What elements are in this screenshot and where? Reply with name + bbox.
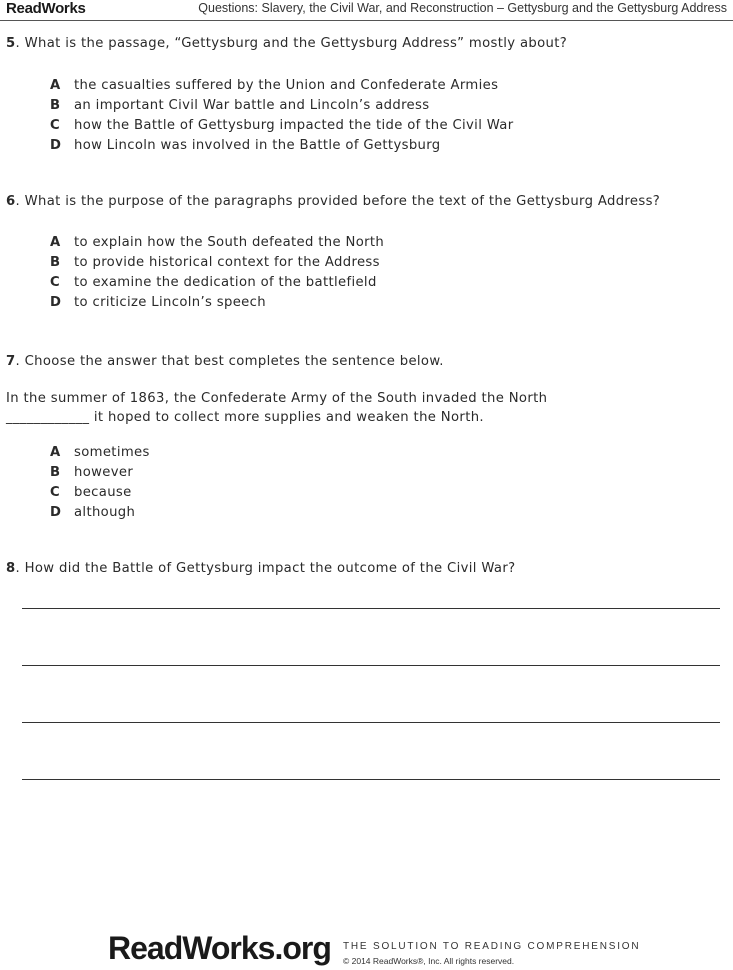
answer-option-b[interactable] xyxy=(50,253,721,273)
option-text: to provide historical context for the Address xyxy=(74,255,380,270)
answer-option-c[interactable] xyxy=(50,116,721,136)
question-stem: . What is the passage, “Gettysburg and the Gettysburg Address” mostly about? xyxy=(15,36,568,51)
worksheet-content xyxy=(6,34,721,836)
question-stem: . How did the Battle of Gettysburg impact the outcome of the Civil War? xyxy=(15,560,516,576)
question-text xyxy=(6,192,721,212)
page-header xyxy=(0,0,733,22)
question-7 xyxy=(6,352,721,523)
option-letter: B xyxy=(50,97,61,113)
question-number: 6 xyxy=(6,193,16,209)
option-letter: C xyxy=(50,484,61,500)
option-letter: D xyxy=(50,137,62,153)
option-letter: D xyxy=(50,295,62,310)
answer-options xyxy=(50,233,721,313)
option-letter: A xyxy=(50,444,61,460)
question-number: 5 xyxy=(6,36,16,51)
page-title: Questions: Slavery, the Civil War, and Reconstruction – Gettysburg and the Gettysburg Address xyxy=(198,1,727,15)
question-number: 7 xyxy=(6,354,16,369)
option-text: how Lincoln was involved in the Battle of Gettysburg xyxy=(74,137,441,153)
option-letter: A xyxy=(50,77,61,93)
question-text xyxy=(6,34,721,54)
answer-area[interactable] xyxy=(6,608,721,780)
question-8 xyxy=(6,559,721,781)
answer-option-b[interactable] xyxy=(50,463,721,483)
answer-option-b[interactable] xyxy=(50,96,721,116)
option-letter: C xyxy=(50,275,61,290)
question-text xyxy=(6,352,721,372)
option-letter: D xyxy=(50,504,62,520)
footer-logo: ReadWorks.org xyxy=(108,930,331,966)
answer-line[interactable] xyxy=(22,608,720,609)
answer-option-d[interactable] xyxy=(50,503,721,523)
page-footer xyxy=(0,930,733,970)
option-letter: B xyxy=(50,255,61,270)
option-letter: B xyxy=(50,464,61,480)
answer-line[interactable] xyxy=(22,722,720,723)
question-6 xyxy=(6,192,721,314)
answer-option-c[interactable] xyxy=(50,483,721,503)
answer-option-d[interactable] xyxy=(50,293,721,313)
option-text: sometimes xyxy=(74,444,150,460)
question-5 xyxy=(6,34,721,156)
option-text: because xyxy=(74,484,132,500)
prompt-line: In the summer of 1863, the Confederate Army of the South invaded the North xyxy=(6,390,548,406)
option-text: an important Civil War battle and Lincoln’s address xyxy=(74,97,430,113)
answer-options xyxy=(50,76,721,156)
footer-tagline: THE SOLUTION TO READING COMPREHENSION xyxy=(343,941,641,952)
question-stem: . Choose the answer that best completes the sentence below. xyxy=(15,354,444,369)
footer-copyright: © 2014 ReadWorks®, Inc. All rights reserved. xyxy=(343,956,515,966)
answer-option-a[interactable] xyxy=(50,76,721,96)
option-text: the casualties suffered by the Union and Confederate Armies xyxy=(74,77,499,93)
answer-option-c[interactable] xyxy=(50,273,721,293)
brand-logo: ReadWorks xyxy=(6,0,86,17)
question-number: 8 xyxy=(6,560,16,576)
option-text: how the Battle of Gettysburg impacted the tide of the Civil War xyxy=(74,117,514,133)
answer-option-a[interactable] xyxy=(50,233,721,253)
answer-options xyxy=(50,443,721,523)
answer-line[interactable] xyxy=(22,779,720,780)
prompt-line-blank: ____________ it hoped to collect more supplies and weaken the North. xyxy=(6,410,484,425)
answer-option-a[interactable] xyxy=(50,443,721,463)
option-text: to explain how the South defeated the North xyxy=(74,235,385,250)
header-divider xyxy=(0,20,733,21)
question-text xyxy=(6,559,721,579)
option-text: to criticize Lincoln’s speech xyxy=(74,295,266,310)
option-letter: C xyxy=(50,117,61,133)
option-text: to examine the dedication of the battlefield xyxy=(74,275,377,290)
option-text: however xyxy=(74,464,134,480)
answer-option-d[interactable] xyxy=(50,136,721,156)
option-letter: A xyxy=(50,235,61,250)
answer-line[interactable] xyxy=(22,665,720,666)
question-stem: . What is the purpose of the paragraphs provided before the text of the Gettysburg Address? xyxy=(15,193,661,209)
sentence-prompt xyxy=(6,389,721,428)
option-text: although xyxy=(74,504,136,520)
